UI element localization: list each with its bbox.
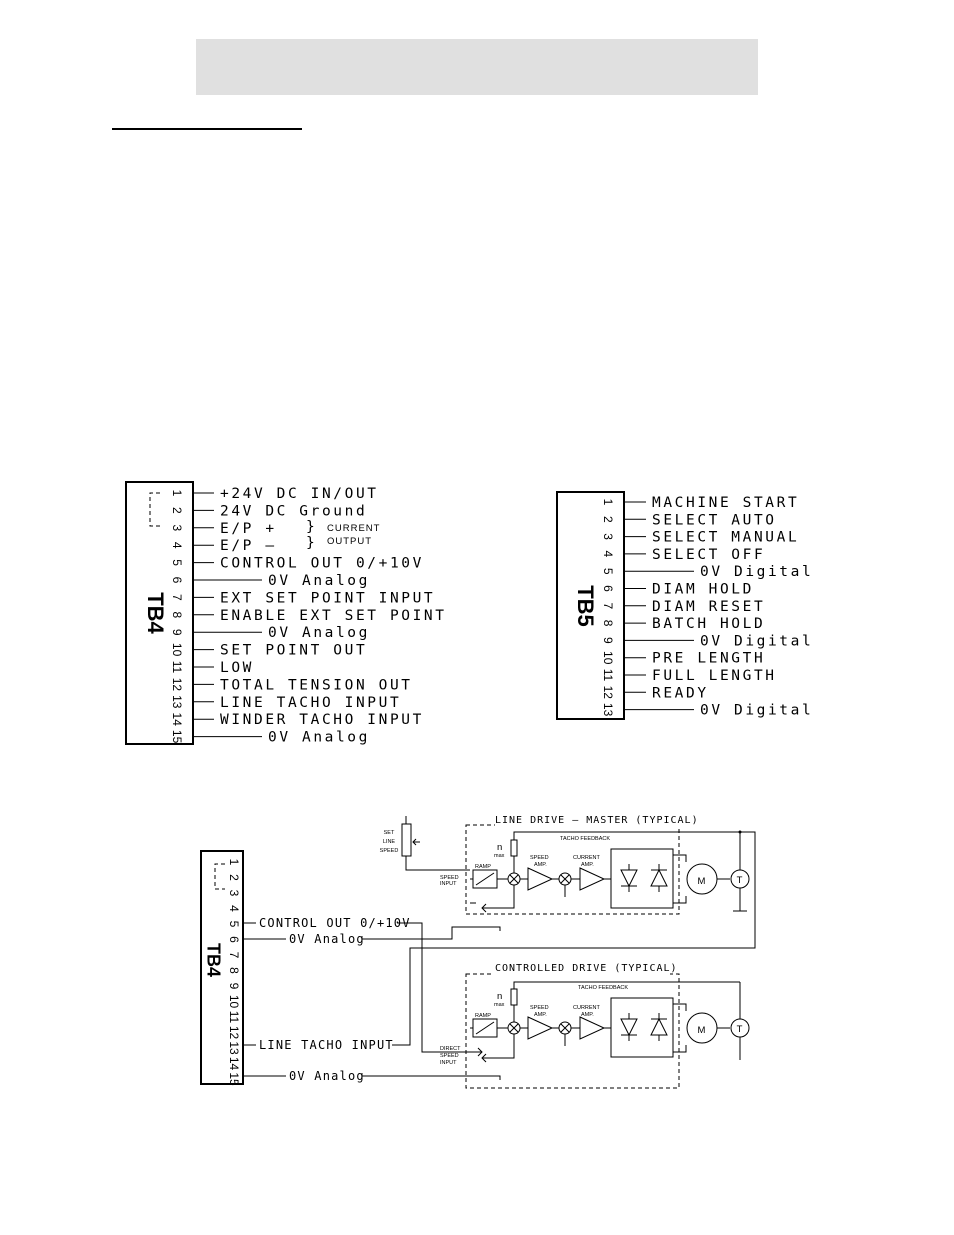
tb4-pin-3: 3 [169,524,184,532]
wiring-tb4-pin-4: 4 [226,905,241,912]
tb4-label-6: 0V Analog [268,573,370,589]
tb4-label-8: ENABLE EXT SET POINT [220,607,447,624]
tb5-label-4: SELECT OFF [652,546,766,563]
tb5-terminal-block [557,492,813,719]
tb5-label-11: FULL LENGTH [652,668,777,684]
line-drive-current-amp-1: CURRENT [573,855,600,861]
tb4-brace-2: } [306,535,318,551]
wiring-tb4-pin-12: 12 [226,1025,241,1040]
tb5-pin-13: 13 [600,702,615,717]
tb5-pin-1: 1 [600,498,615,506]
tb4-label-1: +24V DC IN/OUT [220,486,379,502]
line-drive-ramp-label: RAMP [475,864,491,870]
controlled-drive-tacho-feedback: TACHO FEEDBACK [578,985,629,991]
tb4-pin-1: 1 [169,489,184,497]
controlled-drive-current-amp [571,1017,611,1039]
controlled-drive-direct-2: SPEED [440,1053,459,1059]
tb5-label-5: 0V Digital [700,564,814,581]
wiring-tb4-pin-9: 9 [226,982,241,990]
tb4-label-5: CONTROL OUT 0/+10V [220,555,424,572]
tb4-label-2: 24V DC Ground [220,503,368,520]
tb4-label-9: 0V Analog [268,625,370,642]
line-drive-max: max [494,853,505,859]
line-drive-speed-amp-1: SPEED [530,855,549,861]
tb5-label-1: MACHINE START [652,495,800,511]
wiring-tb4-pin-6: 6 [226,936,241,943]
controlled-drive-motor-label: M [697,1025,707,1036]
tb5-pin-2: 2 [600,515,615,523]
controlled-drive-ramp-label: RAMP [475,1013,491,1019]
tb4-label-4: E/P – [220,538,277,555]
wiring-tb4-pin-2: 2 [226,874,241,881]
controlled-drive-title: CONTROLLED DRIVE (TYPICAL) [495,963,678,974]
tb5-label-8: BATCH HOLD [652,616,766,633]
tb4-terminal-block [126,482,447,746]
tb5-pin-11: 11 [600,668,615,682]
wiring-tb4-pin-14: 14 [226,1056,241,1071]
line-drive-speed-input-1: SPEED [440,875,459,881]
tb4-name: TB4 [143,592,169,634]
tb4-label-7: EXT SET POINT INPUT [220,590,436,607]
tb4-pin-13: 13 [169,695,184,709]
tb4-pin-4: 4 [169,541,184,549]
tb4-pin-7: 7 [169,594,184,601]
tb5-label-6: DIAM HOLD [652,581,754,598]
wiring-tb4-pin-15: 15 [226,1072,241,1086]
line-drive-title: LINE DRIVE – MASTER (TYPICAL) [495,815,699,826]
tb5-pin-6: 6 [600,585,615,592]
controlled-drive-speed-amp-2: AMP. [534,1012,547,1018]
line-drive-speed-amp-2: AMP. [534,862,547,868]
wiring-tb4-pin-1: 1 [226,858,241,866]
wire-0v-analog-2 [362,1076,500,1080]
tb4-label-15: 0V Analog [268,729,370,746]
tb5-name: TB5 [573,585,599,627]
tb4-label-12: TOTAL TENSION OUT [220,677,413,694]
wiring-tb4-pin-8: 8 [226,967,241,974]
tb4-pin-6: 6 [169,576,184,584]
tb5-label-12: READY [652,685,709,702]
set-label-3: SPEED [379,848,399,854]
tb4-label-11: LOW [220,660,254,676]
tb5-pin-12: 12 [600,685,615,699]
tb4-ep-output: OUTPUT [327,536,373,547]
line-drive-current-amp-2: AMP. [581,862,594,868]
wiring-tb4-pin-5: 5 [226,920,241,928]
controlled-drive-current-amp-1: CURRENT [573,1005,600,1011]
tb5-label-7: DIAM RESET [652,598,766,615]
tb5-label-9: 0V Digital [700,633,814,650]
tb4-pin-5: 5 [169,559,184,566]
tb5-label-2: SELECT AUTO [652,512,777,529]
controlled-drive-speed-amp [520,1017,559,1039]
tb4-pin-12: 12 [169,677,184,692]
tb4-pin-8: 8 [169,611,184,619]
line-drive-speed-amp [520,868,559,890]
controlled-drive-tacho-label: T [736,1024,744,1035]
tb4-label-3: E/P + [220,520,277,537]
tb5-pin-10: 10 [600,651,615,665]
controlled-drive-max: max [494,1002,505,1008]
controlled-drive-direct-3: INPUT [440,1060,457,1066]
tb4-label-13: LINE TACHO INPUT [220,694,402,711]
wiring-tb4-pin-11: 11 [226,1010,241,1024]
line-drive-tacho-feedback: TACHO FEEDBACK [560,836,611,842]
tb5-pin-8: 8 [600,619,615,627]
wiring-tb4-pin-3: 3 [226,889,241,897]
set-label-1: SET [383,830,395,836]
wiring-label-0v-analog-1: 0V Analog [289,932,365,946]
wiring-tb4-pin-13: 13 [226,1041,241,1055]
tb4-ep-current: CURRENT [327,523,381,534]
tb4-label-14: WINDER TACHO INPUT [220,712,424,729]
tb5-pin-5: 5 [600,567,615,575]
tb5-label-10: PRE LENGTH [652,650,766,667]
line-drive-n: n [497,842,504,853]
tb4-pin-11: 11 [169,660,184,674]
tb5-label-13: 0V Digital [700,702,814,719]
tb5-pin-3: 3 [600,533,615,540]
wiring-tb4-name: TB4 [203,942,224,978]
controlled-drive-current-amp-2: AMP. [581,1012,594,1018]
controlled-drive-n: n [497,991,504,1002]
wiring-label-line-tacho: LINE TACHO INPUT [259,1038,394,1052]
controlled-drive-direct-1: DIRECT [440,1046,461,1052]
tb4-pin-10: 10 [169,642,184,657]
tb5-label-3: SELECT MANUAL [652,529,800,546]
wiring-tb4-pin-10: 10 [226,994,241,1009]
tb4-pin-15: 15 [169,729,184,744]
wiring-label-0v-analog-2: 0V Analog [289,1069,365,1083]
line-drive-speed-input-2: INPUT [440,881,457,887]
tb4-pin-2: 2 [169,507,184,514]
tb5-pin-4: 4 [600,550,615,558]
set-line-speed-pot [402,824,411,856]
wiring-diagram [201,815,755,1088]
tb4-brace-1: } [306,519,318,535]
controlled-drive-speed-amp-1: SPEED [530,1005,549,1011]
tb4-pin-9: 9 [169,628,184,636]
tb4-label-10: SET POINT OUT [220,642,368,659]
wiring-label-control-out: CONTROL OUT 0/+10V [259,916,411,930]
line-drive-motor-label: M [697,876,707,887]
wiring-tb4-pin-7: 7 [226,951,241,959]
tb5-pin-7: 7 [600,602,615,610]
set-label-2: LINE [382,839,396,845]
line-drive-tacho-label: T [736,875,744,886]
tb5-pin-9: 9 [600,637,615,644]
line-drive-current-amp [571,868,611,890]
tb4-pin-14: 14 [169,712,184,726]
